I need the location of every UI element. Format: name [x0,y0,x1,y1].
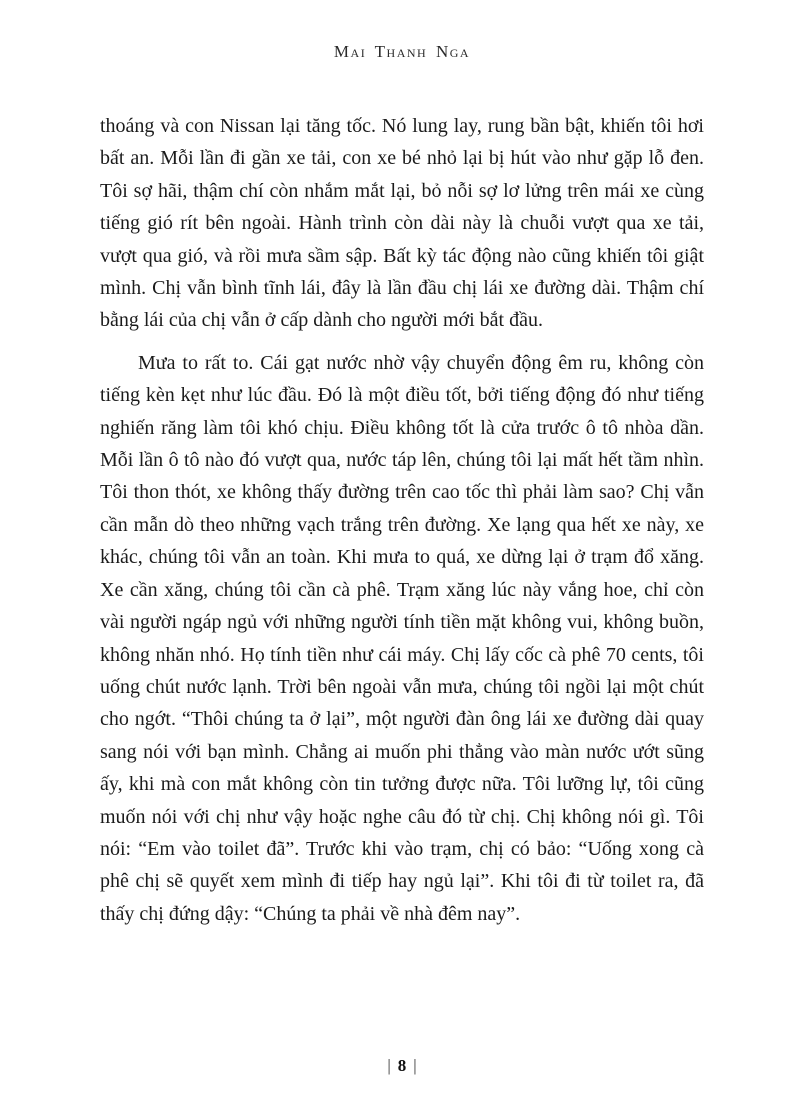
paragraph: thoáng và con Nissan lại tăng tốc. Nó lung lay, rung bần bật, khiến tôi hơi bất an. Mỗi lần đi gần xe tải, con xe bé nhỏ lại bị hút vào như gặp lỗ đen. Tôi sợ hãi, thậm chí còn nhắm mắt lại, bỏ nỗi sợ lơ lửng trên mái xe cùng tiếng gió rít bên ngoài. Hành trình còn dài này là chuỗi vượt qua xe tải, vượt qua gió, và rồi mưa sầm sập. Bất kỳ tác động nào cũng khiến tôi giật mình. Chị vẫn bình tĩnh lái, đây là lần đầu chị lái xe đường dài. Thậm chí bằng lái của chị vẫn ở cấp dành cho người mới bắt đầu. [100,115,704,332]
footer-separator-right: | [413,1056,417,1075]
paragraph: Mưa to rất to. Cái gạt nước nhờ vậy chuyển động êm ru, không còn tiếng kèn kẹt như lúc đầu. Đó là một điều tốt, bởi tiếng động đó như tiếng nghiến răng làm tôi khó chịu. Điều không tốt là cửa trước ô tô nhòa dần. Mỗi lần ô tô nào đó vượt qua, nước táp lên, chúng tôi lại mất hết tầm nhìn. Tôi thon thót, xe không thấy đường trên cao tốc thì phải làm sao? Chị vẫn cần mẫn dò theo những vạch trắng trên đường. Xe lạng qua hết xe này, xe khác, chúng tôi vẫn an toàn. Khi mưa to quá, xe dừng lại ở trạm đổ xăng. Xe cần xăng, chúng tôi cần cà phê. Trạm xăng lúc này vắng hoe, chỉ còn vài người ngáp ngủ với những người tính tiền mặt không vui, không buồn, không nhăn nhó. Họ tính tiền như cái máy. Chị lấy cốc cà phê 70 cents, tôi uống chút nước lạnh. Trời bên ngoài vẫn mưa, chúng tôi ngồi lại một chút cho ngớt. “Thôi chúng ta ở lại”, một người đàn ông lái xe đường dài quay sang nói với bạn mình. Chẳng ai muốn phi thẳng vào màn nước ướt sũng ấy, khi mà con mắt không còn tin tưởng được nữa. Tôi lưỡng lự, tôi cũng muốn nói với chị như vậy hoặc nghe câu đó từ chị. Chị không nói gì. Tôi nói: “Em vào toilet đã”. Trước khi vào trạm, chị có bảo: “Uống xong cà phê chị sẽ quyết xem mình đi tiếp hay ngủ lại”. Khi tôi đi từ toilet ra, đã thấy chị đứng dậy: “Chúng ta phải về nhà đêm nay”. [100,351,704,925]
page-number: 8 [397,1056,407,1075]
page-footer [100,1056,704,1082]
page-body [100,110,704,930]
running-header: Mai Thanh Nga [333,42,471,61]
footer-separator-left: | [387,1056,391,1075]
